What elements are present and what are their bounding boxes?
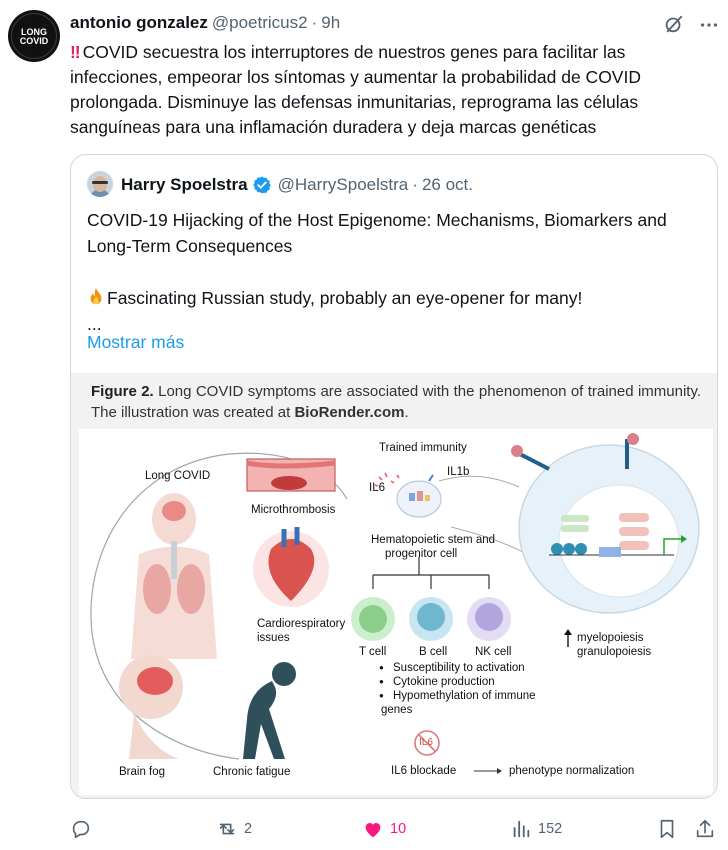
label-hsc-line2: progenitor cell (385, 548, 458, 560)
quoted-paragraph-2: Fascinating Russian study, probably an eye-opener for many! (107, 288, 583, 308)
quoted-tweet[interactable] (70, 154, 718, 799)
tweet-text (70, 40, 720, 140)
views-button[interactable] (510, 816, 562, 842)
label-cardiorespiratory: Cardiorespiratory (257, 618, 346, 630)
share-icon (694, 818, 716, 840)
label-il6: IL6 (369, 482, 385, 494)
figure-caption-end: . (404, 404, 409, 421)
bookmark-icon (656, 818, 678, 840)
retweet-count: 2 (244, 821, 253, 837)
bullet-item-continued: genes (381, 704, 413, 716)
figure-label: Figure 2. (91, 383, 154, 400)
grok-icon[interactable] (663, 13, 685, 35)
illustration-drawing (79, 429, 713, 795)
double-exclamation-emoji: ‼ (70, 42, 79, 62)
figure-caption (91, 381, 701, 423)
reply-button[interactable] (70, 816, 98, 842)
figure-caption-link: BioRender.com (294, 404, 405, 421)
heart-icon (362, 818, 384, 840)
quoted-tweet-time[interactable]: 26 oct. (421, 175, 473, 194)
label-myelopoiesis: myelopoiesis (577, 632, 644, 644)
quoted-ellipsis: ... (87, 314, 102, 334)
quoted-media-image[interactable] (71, 373, 718, 799)
figure-caption-text: Long COVID symptoms are associated with the phenomenon of trained immunity. The illustration was created at (91, 383, 701, 421)
author-name[interactable]: antonio gonzalez (70, 13, 208, 32)
label-t-cell: T cell (359, 646, 387, 658)
quoted-paragraph-1: COVID-19 Hijacking of the Host Epigenome: Mechanisms, Biomarkers and Long-Term Consequences (87, 210, 667, 256)
avatar-face (93, 176, 107, 192)
fire-emoji-icon (87, 287, 105, 307)
bullet-item: ● Hypomethylation of immune (379, 689, 536, 703)
show-more-link[interactable]: Mostrar más (87, 332, 185, 352)
label-long-covid: Long COVID (145, 470, 211, 482)
views-icon (510, 818, 532, 840)
paragraph-gap (87, 259, 707, 285)
verified-badge-icon (252, 175, 272, 195)
bookmark-button[interactable] (656, 816, 684, 842)
label-b-cell: B cell (419, 646, 448, 658)
quoted-author-handle[interactable]: @HarrySpoelstra (277, 175, 409, 194)
share-button[interactable] (694, 816, 722, 842)
label-granulopoiesis: granulopoiesis (577, 646, 652, 658)
quoted-tweet-text (87, 207, 707, 337)
bullet-item: ● Cytokine production (379, 675, 536, 689)
retweet-button[interactable] (216, 816, 252, 842)
more-options-icon[interactable] (698, 14, 720, 36)
action-bar (70, 812, 722, 846)
label-chronic-fatigue: Chronic fatigue (213, 766, 291, 778)
retweet-icon (216, 818, 238, 840)
quoted-author-avatar[interactable] (87, 171, 113, 197)
label-il6-blockade: IL6 blockade (391, 765, 457, 777)
trained-immunity-bullets (379, 661, 536, 703)
separator-dot: · (311, 13, 318, 32)
label-il1b: IL1b (447, 466, 470, 478)
label-microthrombosis: Microthrombosis (251, 504, 336, 516)
like-count: 10 (390, 821, 407, 837)
separator-dot: · (412, 175, 418, 194)
views-count: 152 (538, 821, 563, 837)
bullet-item: ● Susceptibility to activation (379, 661, 536, 675)
quoted-author-name[interactable]: Harry Spoelstra (121, 175, 248, 194)
label-trained-immunity: Trained immunity (379, 442, 467, 454)
tweet-header (70, 12, 340, 34)
avatar-glasses (92, 181, 108, 184)
label-hsc-line1: Hematopoietic stem and (371, 534, 496, 546)
tweet-text-content: COVID secuestra los interruptores de nuestros genes para facilitar las infecciones, empeorar los síntomas y aumentar la probabilidad de COVID prolongada. Disminuye las defensas inmunitarias, reprograma las células sanguíneas para una inflamación duradera y deja marcas genéticas (70, 42, 641, 137)
avatar-text-line1: LONG (21, 27, 47, 37)
author-handle[interactable]: @poetricus2 (211, 13, 308, 32)
tweet-time[interactable]: 9h (321, 13, 341, 32)
avatar-text-line2: COVID (19, 36, 49, 46)
label-issues: issues (257, 632, 290, 644)
author-avatar[interactable] (8, 10, 60, 62)
like-button[interactable] (362, 816, 406, 842)
label-brain-fog: Brain fog (119, 766, 166, 778)
reply-icon (70, 818, 92, 840)
quoted-tweet-header (121, 173, 473, 197)
quoted-paragraph-2-wrap (87, 285, 707, 311)
label-il6-crossed: IL6 (419, 737, 433, 748)
label-phenotype-normalization: phenotype normalization (509, 765, 635, 777)
label-nk-cell: NK cell (475, 646, 512, 658)
illustration-panel (79, 429, 713, 795)
